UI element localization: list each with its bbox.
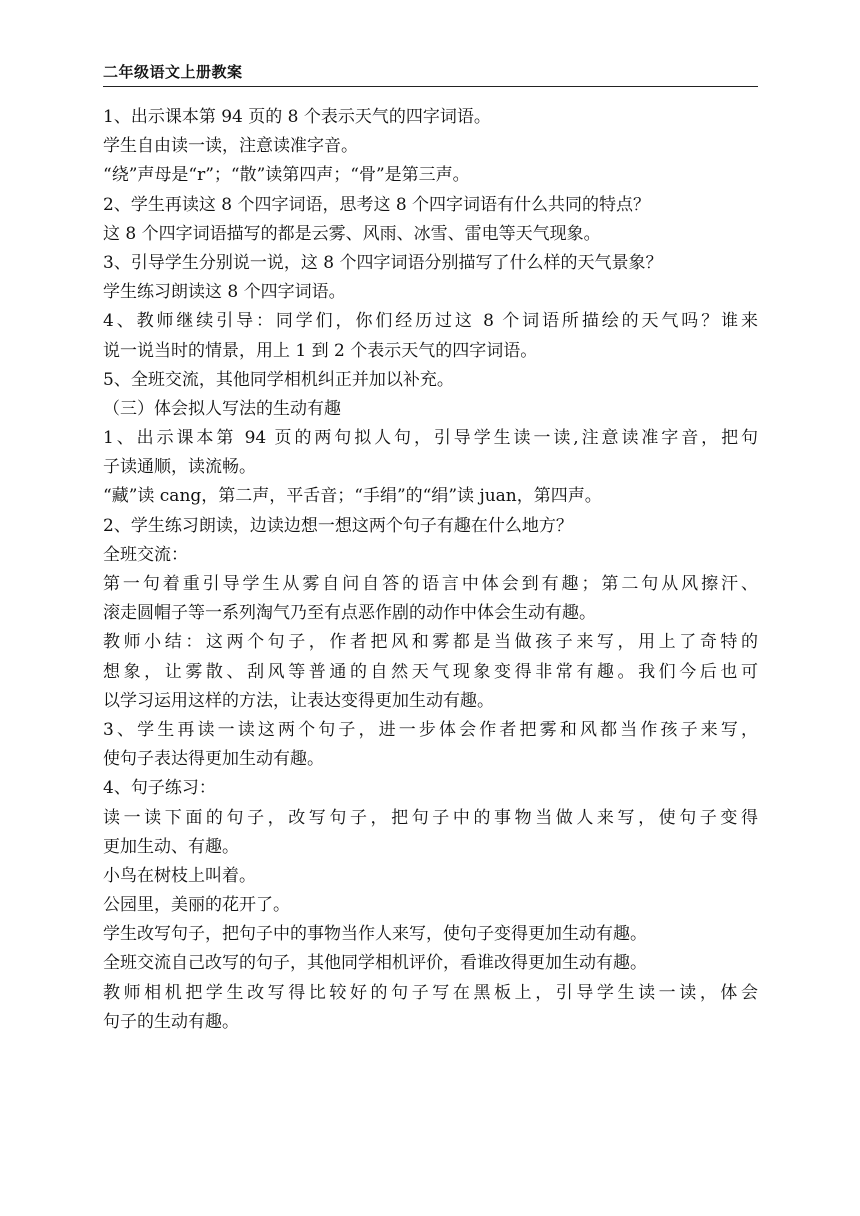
text-line: 1、出示课本第 94 页的 8 个表示天气的四字词语。 <box>103 107 491 127</box>
text-line: 学生自由读一读，注意读准字音。 <box>103 136 358 157</box>
text-line: 学生练习朗读这 8 个四字词语。 <box>103 282 346 303</box>
header-title: 二年级语文上册教案 <box>103 63 243 81</box>
text-line: 公园里，美丽的花开了。 <box>103 895 290 916</box>
document-body <box>103 103 758 1037</box>
text-line: 这 8 个四字词语描写的都是云雾、风雨、冰雪、雷电等天气现象。 <box>103 223 601 244</box>
text-line: 3、引导学生分别说一说，这 8 个四字词语分别描写了什么样的天气景象？ <box>103 252 663 273</box>
text-line: 滚走圆帽子等一系列淘气乃至有点恶作剧的动作中体会生动有趣。 <box>103 603 596 624</box>
section-heading: （三）体会拟人写法的生动有趣 <box>103 398 341 419</box>
text-line: 全班交流自己改写的句子，其他同学相机评价，看谁改得更加生动有趣。 <box>103 953 647 974</box>
text-line: 更加生动、有趣。 <box>103 836 239 857</box>
text-line: 读一读下面的句子，改写句子，把句子中的事物当做人来写，使句子变得 <box>103 807 758 828</box>
text-line: 教师小结：这两个句子，作者把风和雾都是当做孩子来写，用上了奇特的 <box>103 632 758 653</box>
text-line: 4、教师继续引导：同学们，你们经历过这 8 个词语所描绘的天气吗？谁来 <box>103 311 758 332</box>
text-line: 4、句子练习： <box>103 778 216 799</box>
text-line: 5、全班交流，其他同学相机纠正并加以补充。 <box>103 369 454 390</box>
text-line: 子读通顺，读流畅。 <box>103 457 256 478</box>
text-line: 学生改写句子，把句子中的事物当作人来写，使句子变得更加生动有趣。 <box>103 924 647 945</box>
text-line: 全班交流： <box>103 544 188 565</box>
text-line: 以学习运用这样的方法，让表达变得更加生动有趣。 <box>103 690 494 711</box>
text-line: “绕”声母是“r”；“散”读第四声；“骨”是第三声。 <box>103 165 470 186</box>
text-line: 说一说当时的情景，用上 1 到 2 个表示天气的四字词语。 <box>103 340 538 361</box>
text-line: 第一句着重引导学生从雾自问自答的语言中体会到有趣；第二句从风擦汗、 <box>103 574 758 594</box>
text-line: 1、出示课本第 94 页的两句拟人句，引导学生读一读,注意读准字音，把句 <box>103 428 758 449</box>
text-line: 教师相机把学生改写得比较好的句子写在黑板上，引导学生读一读，体会 <box>103 982 758 1003</box>
text-line: “藏”读 cang，第二声，平舌音；“手绢”的“绢”读 juan，第四声。 <box>103 486 602 507</box>
text-line: 3、学生再读一读这两个句子，进一步体会作者把雾和风都当作孩子来写， <box>103 719 758 740</box>
text-line: 使句子表达得更加生动有趣。 <box>103 749 324 770</box>
page-header <box>103 62 758 87</box>
text-line: 2、学生再读这 8 个四字词语，思考这 8 个四字词语有什么共同的特点？ <box>103 194 651 215</box>
text-line: 想象，让雾散、刮风等普通的自然天气现象变得非常有趣。我们今后也可 <box>103 661 758 682</box>
text-line: 句子的生动有趣。 <box>103 1011 239 1032</box>
text-line: 小鸟在树枝上叫着。 <box>103 865 256 886</box>
text-line: 2、学生练习朗读，边读边想一想这两个句子有趣在什么地方？ <box>103 515 573 536</box>
